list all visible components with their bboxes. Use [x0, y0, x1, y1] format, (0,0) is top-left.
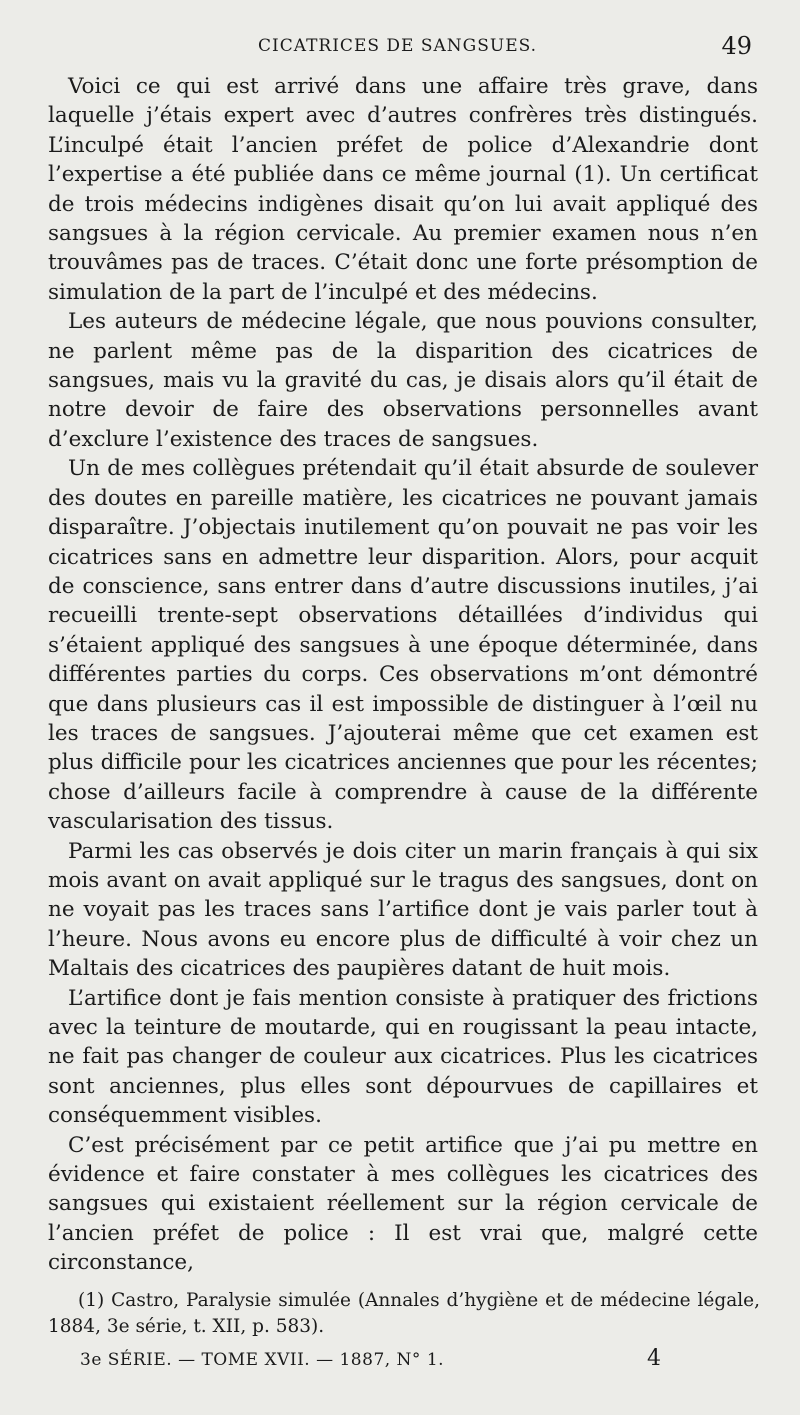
body-text [48, 72, 758, 1278]
paragraph: Les auteurs de médecine légale, que nous pouvions consulter, ne parlent même pas de la disparition des cicatrices de sangsues, mais vu la gravité du cas, je disais alors qu’il était de notre devoir de faire des observations personnelles avant d’exclure l’existence des traces de sangsues. [48, 309, 758, 452]
signature-mark: 4 [647, 1346, 661, 1371]
running-head [48, 30, 752, 64]
footnote [48, 1288, 760, 1340]
footnote-text: (1) Castro, Paralysie simulée (Annales d’hygiène et de médecine légale, 1884, 3e série, t. XII, p. 583). [48, 1290, 760, 1337]
paragraph: Voici ce qui est arrivé dans une affaire très grave, dans laquelle j’étais expert avec d’autres confrères très distingués. L’inculpé était l’ancien préfet de police d’Alexandrie dont l’expertise a été publiée dans ce même journal (1). Un certificat de trois médecins indigènes disait qu’on lui avait appliqué des sangsues à la région cervicale. Au premier examen nous n’en trouvâmes pas de traces. C’était donc une forte présomption de simulation de la part de l’inculpé et des médecins. [48, 74, 758, 305]
running-title: CICATRICES DE SANGSUES. [258, 36, 538, 56]
page-number: 49 [721, 32, 752, 60]
paragraph: C’est précisément par ce petit artifice que j’ai pu mettre en évidence et faire constater à mes collègues les cicatrices des sangsues qui existaient réellement sur la région cervicale de l’ancien préfet de police : Il est vrai que, malgré cette circonstance, [48, 1132, 758, 1276]
paragraph: L’artifice dont je fais mention consiste à pratiquer des frictions avec la teinture de moutarde, qui en rougissant la peau intacte, ne fait pas changer de couleur aux cicatrices. Plus les cicatrices sont anciennes, plus elles sont dépourvues de capillaires et conséquemment visibles. [48, 985, 758, 1129]
paragraph: Un de mes collègues prétendait qu’il était absurde de soulever des doutes en pareille matière, les cicatrices ne pouvant jamais disparaître. J’objectais inutilement qu’on pouvait ne pas voir les cicatrices sans en admettre leur disparition. Alors, pour acquit de conscience, sans entrer dans d’autre discussions inutiles, j’ai recueilli trente-sept observations détaillées d’individus qui s’étaient appliqué des sangsues à une époque déterminée, dans différentes parties du corps. Ces observations m’ont démontré que dans plusieurs cas il est impossible de distinguer à l’œil nu les traces de sangsues. J’ajouterai même que cet examen est plus difficile pour les cicatrices anciennes que pour les récentes; chose d’ailleurs facile à comprendre à cause de la différente vascularisation des tissus. [48, 456, 758, 835]
page-footer [80, 1346, 680, 1380]
signature-line: 3e SÉRIE. — TOME XVII. — 1887, N° 1. [80, 1350, 445, 1370]
paragraph: Parmi les cas observés je dois citer un marin français à qui six mois avant on avait appliqué sur le tragus des sangsues, dont on ne voyait pas les traces sans l’artifice dont je vais parler tout à l’heure. Nous avons eu encore plus de difficulté à voir chez un Maltais des cicatrices des paupières datant de huit mois. [48, 838, 758, 982]
